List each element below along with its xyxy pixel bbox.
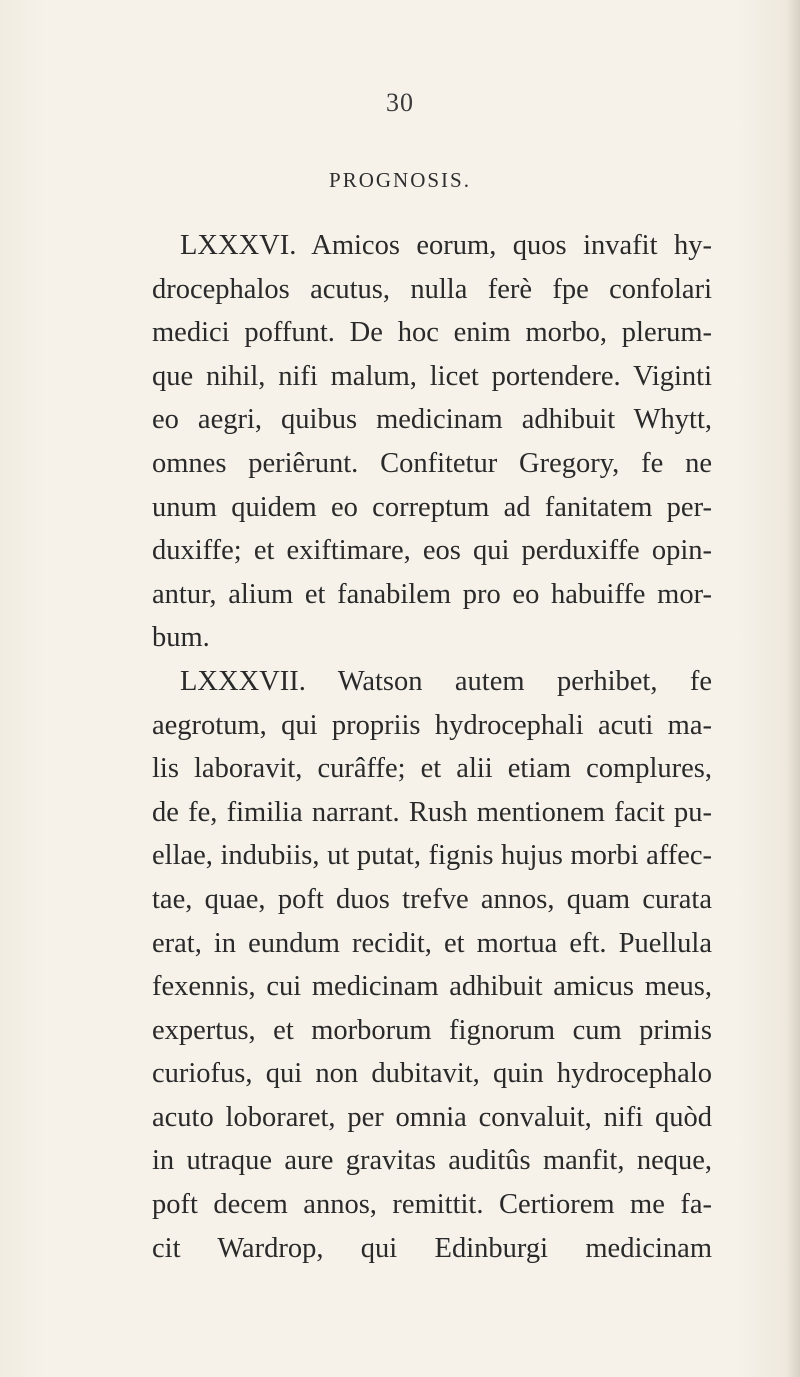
text-line: que nihil, nifi malum, licet portendere. Viginti xyxy=(152,360,712,392)
text-line: omnes periêrunt. Confitetur Gregory, fe ne xyxy=(152,447,712,479)
text-line: bum. xyxy=(152,622,210,654)
page-edge-shadow xyxy=(786,0,800,1377)
text-line: curiofus, qui non dubitavit, quin hydrocephalo xyxy=(152,1058,712,1090)
body-text xyxy=(152,224,712,1270)
text-line: medici poffunt. De hoc enim morbo, plerum- xyxy=(152,317,712,349)
text-line: lis laboravit, curâffe; et alii etiam complures, xyxy=(152,753,712,785)
text-line: duxiffe; et exiftimare, eos qui perduxiffe opin- xyxy=(152,535,712,567)
text-line: erat, in eundum recidit, et mortua eft. Puellula xyxy=(152,927,712,959)
text-line: aegrotum, qui propriis hydrocephali acuti ma- xyxy=(152,709,712,741)
text-line: unum quidem eo correptum ad fanitatem per- xyxy=(152,491,712,523)
text-line: eo aegri, quibus medicinam adhibuit Whytt, xyxy=(152,404,712,436)
page-number: 30 xyxy=(386,88,414,117)
text-line: expertus, et morborum fignorum cum primis xyxy=(152,1014,712,1046)
text-line: LXXXVII. Watson autem perhibet, fe xyxy=(180,665,712,697)
text-line: tae, quae, poft duos trefve annos, quam curata xyxy=(152,883,712,915)
text-line: antur, alium et fanabilem pro eo habuiffe mor- xyxy=(152,578,712,610)
running-head: PROGNOSIS. xyxy=(329,168,471,192)
text-line: in utraque aure gravitas auditûs manfit, neque, xyxy=(152,1145,712,1177)
text-line: acuto loboraret, per omnia convaluit, nifi quòd xyxy=(152,1101,712,1133)
text-line: poft decem annos, remittit. Certiorem me fa- xyxy=(152,1189,712,1221)
text-line: drocephalos acutus, nulla ferè fpe confolari xyxy=(152,273,712,305)
text-line: de fe, fimilia narrant. Rush mentionem facit pu- xyxy=(152,796,712,828)
text-line: ellae, indubiis, ut putat, fignis hujus morbi affec- xyxy=(152,840,712,872)
text-line: LXXXVI. Amicos eorum, quos invafit hy- xyxy=(180,230,712,261)
text-line: fexennis, cui medicinam adhibuit amicus meus, xyxy=(152,971,712,1003)
text-line: cit Wardrop, qui Edinburgi medicinam xyxy=(152,1232,712,1264)
